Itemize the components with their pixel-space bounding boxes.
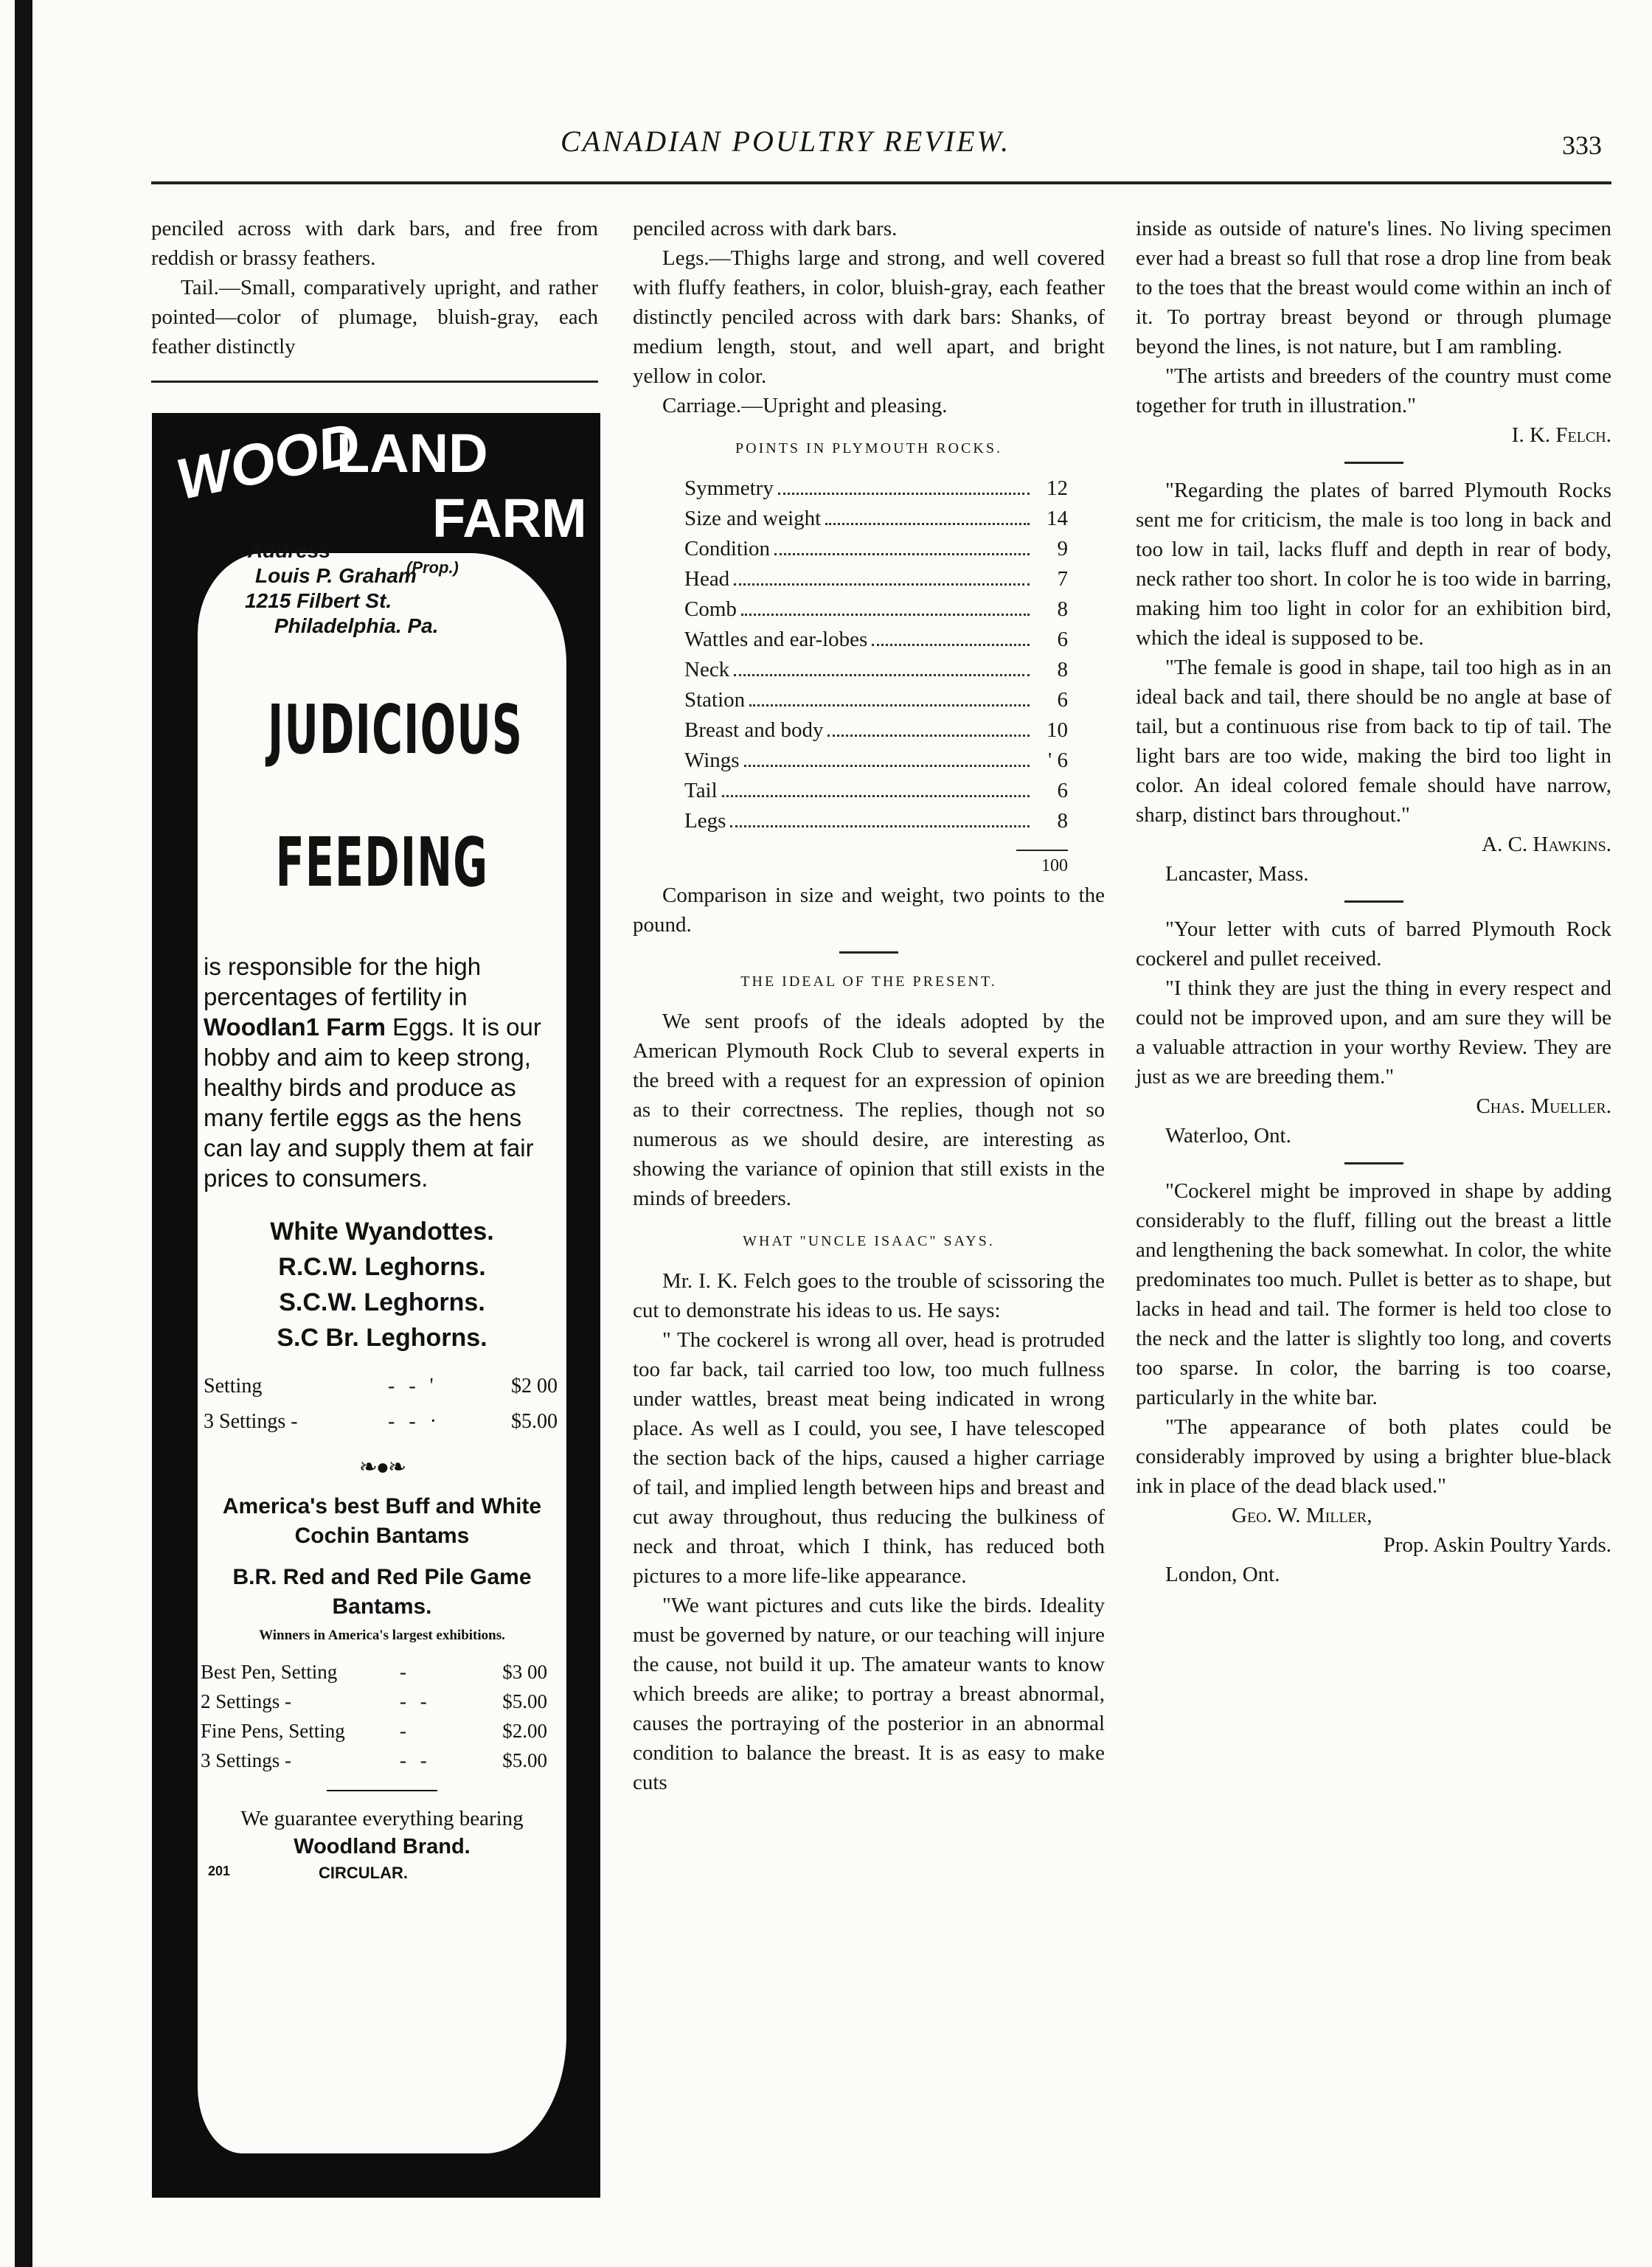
points-table <box>684 473 1068 881</box>
place-lancaster: Lancaster, Mass. <box>1165 862 1309 886</box>
ad-address <box>245 538 510 639</box>
price-value: $5.00 <box>502 1749 547 1771</box>
page-number: 333 <box>1562 131 1602 160</box>
col1-divider <box>151 381 598 383</box>
ad-breed: R.C.W. Leghorns. <box>278 1253 486 1281</box>
points-value: ' 6 <box>1048 749 1068 772</box>
price-value: $2 00 <box>511 1375 558 1398</box>
points-value: 9 <box>1057 537 1068 560</box>
ad-price-row <box>198 1746 566 1775</box>
ad-body-post: Eggs. It is our hobby and aim to keep strong, healthy birds and produce as many fertile eggs as the hens can lay and supply them at fair prices to consumers. <box>204 1013 541 1192</box>
ad-breed: S.C Br. Leghorns. <box>277 1324 487 1352</box>
col3-para-6: "I think they are just the thing in every respect and could not be improved upon, and am sure they will be a valuable attraction in your worthy Review. They are just as we are breeding them." <box>1136 976 1611 1089</box>
points-leader <box>741 614 1030 616</box>
ad-headline-feeding: FEEDING <box>275 823 489 902</box>
points-leader <box>730 825 1030 827</box>
ornament-icon: ❧●❧ <box>358 1455 406 1479</box>
ad-address-street: 1215 Filbert St. <box>245 589 392 612</box>
points-name: Wings <box>684 749 740 772</box>
points-leader <box>749 704 1030 707</box>
header-rule <box>151 181 1611 184</box>
ad-price-row <box>198 1657 566 1687</box>
signature-mueller: Chas. Mueller. <box>1476 1094 1611 1118</box>
points-name: Legs <box>684 809 726 833</box>
col3-para-5: "Your letter with cuts of barred Plymouth Rock cockerel and pullet received. <box>1136 917 1611 971</box>
points-row <box>684 715 1068 746</box>
signature-miller: Geo. W. Miller, <box>1232 1504 1372 1527</box>
points-leader <box>778 493 1030 495</box>
points-leader <box>734 583 1030 586</box>
points-name: Wattles and ear-lobes <box>684 628 868 651</box>
price-dashes: - - <box>400 1690 431 1712</box>
points-value: 6 <box>1057 779 1068 802</box>
col2-para-6: Mr. I. K. Felch goes to the trouble of scissoring the cut to demonstrate his ideas to us. He says: <box>633 1269 1105 1322</box>
signature-miller-title: Prop. Askin Poultry Yards. <box>1383 1533 1611 1557</box>
col3-para-8: "The appearance of both plates could be considerably improved by using a brighter blue-black ink in place of the dead black used." <box>1136 1415 1611 1498</box>
price-value: $5.00 <box>511 1410 558 1433</box>
points-value: 14 <box>1047 507 1068 530</box>
points-leader <box>825 523 1030 525</box>
ad-address-label: Address <box>248 539 331 562</box>
col3-para-2: "The artists and breeders of the country must come together for truth in illustration." <box>1136 364 1611 417</box>
points-value: 6 <box>1057 688 1068 712</box>
points-row <box>684 655 1068 685</box>
place-waterloo: Waterloo, Ont. <box>1165 1124 1291 1148</box>
guarantee-brand: Woodland Brand. <box>294 1835 471 1858</box>
price-dashes: - <box>400 1661 411 1683</box>
place-london: London, Ont. <box>1165 1563 1280 1586</box>
points-name: Size and weight <box>684 507 822 530</box>
col2-para-5: We sent proofs of the ideals adopted by the American Plymouth Rock Club to several experts in the breed with a request for an expression of opinion as to their correctness. The replies, though not so numerous as we should desire, are interesting as showing the variance of opinion that still exists in the minds of breeders. <box>633 1010 1105 1210</box>
ideal-heading: THE IDEAL OF THE PRESENT. <box>740 973 997 990</box>
points-name: Neck <box>684 658 730 681</box>
section-divider <box>1344 1162 1403 1164</box>
col3-para-4: "The female is good in shape, tail too high as in an ideal back and tail, there should be no angle at base of tail, but a continuous rise from back to tip of tail. The light bars are too wide, making the bird too light in color. An ideal colored female should have narrow, sharp, distinct bars throughout." <box>1136 656 1611 827</box>
ad-body-text <box>198 951 566 1193</box>
ad-bantam-cochin: America's best Buff and White Cochin Bantams <box>222 1494 542 1548</box>
ad-title-wood: WOOD <box>170 409 366 513</box>
points-value: 8 <box>1057 658 1068 681</box>
ad-breed-list <box>198 1214 566 1355</box>
ad-headline-judicious: JUDICIOUS <box>268 690 524 769</box>
ad-address-name: Louis P. Graham <box>255 564 417 587</box>
section-divider <box>1344 900 1403 903</box>
price-label: Best Pen, Setting <box>201 1661 338 1683</box>
col3-para-7: "Cockerel might be improved in shape by adding considerably to the fluff, filling out the breast a little and lengthening the back somewhat. In color, the white predominates too much. Pullet is better as to shape, but lacks in head and tail. The former is held too close to the neck and the latter is slightly too long, and coverts too sparse. In color, the barring is too coarse, particularly in the white bar. <box>1136 1179 1611 1409</box>
points-value: 10 <box>1047 718 1068 742</box>
ad-winners-note: Winners in America's largest exhibitions. <box>259 1628 505 1643</box>
points-name: Tail <box>684 779 718 802</box>
points-row <box>684 806 1068 836</box>
points-leader <box>872 644 1030 646</box>
points-name: Comb <box>684 597 737 621</box>
column-3 <box>1136 214 1611 1589</box>
points-value: 6 <box>1057 628 1068 651</box>
points-row <box>684 534 1068 564</box>
ad-circular <box>198 1864 566 1883</box>
ad-breed: White Wyandottes. <box>270 1218 494 1246</box>
points-leader <box>734 674 1030 676</box>
price-dashes: - <box>400 1720 411 1742</box>
col2-para-7: " The cockerel is wrong all over, head is protruded too far back, tail carried too low, too much fullness under wattles, breast meat being indicated in wrong place. As well as I could, you see, I have telescoped the section back of the hips, caused a higher carriage of tail, and implied length between hips and breast and cut away throughout, thus reducing the bulkiness of neck and throat, which I think, has reduced both pictures to a more life-like appearance. <box>633 1328 1105 1588</box>
binding-edge <box>15 0 32 2267</box>
points-leader <box>774 553 1030 555</box>
points-heading: POINTS IN PLYMOUTH ROCKS. <box>735 440 1002 456</box>
col1-para-2: Tail.—Small, comparatively upright, and rather pointed—color of plumage, bluish-gray, each feather distinctly <box>151 276 598 358</box>
points-name: Breast and body <box>684 718 824 742</box>
price-dashes: - - <box>400 1749 431 1771</box>
section-divider <box>1344 462 1403 464</box>
price-value: $2.00 <box>502 1720 547 1742</box>
ad-price-row <box>198 1716 566 1746</box>
price-label: Fine Pens, Setting <box>201 1720 345 1742</box>
points-value: 7 <box>1057 567 1068 591</box>
column-1 <box>151 214 598 383</box>
ad-body-pre: is responsible for the high percentages of fertility in <box>204 953 482 1010</box>
points-name: Symmetry <box>684 476 774 500</box>
price-value: $5.00 <box>502 1690 547 1712</box>
points-row <box>684 473 1068 504</box>
points-row <box>684 594 1068 625</box>
col2-para-4: Comparison in size and weight, two points to the pound. <box>633 883 1105 937</box>
ad-price-row <box>198 1404 566 1440</box>
col3-para-1: inside as outside of nature's lines. No living specimen ever had a breast so full that rose a drop line from beak to the toes that the breast would come within an inch of it. To portray breast beyond or through plumage beyond the lines, is not nature, but I am rambling. <box>1136 217 1611 358</box>
ad-price-row <box>198 1369 566 1404</box>
ad-title-farm: FARM <box>432 487 587 549</box>
points-value: 12 <box>1047 476 1068 500</box>
points-leader <box>744 765 1030 767</box>
col2-para-8: "We want pictures and cuts like the birds. Ideality must be governed by nature, or our teaching will injure the cause, not build it up. The amateur wants to know which breeds are alike; to portray a breast abnormal, causes the portraying of the posterior in an abnormal condition to balance the breast. It is as easy to make cuts <box>633 1594 1105 1794</box>
points-row <box>684 746 1068 776</box>
col3-para-3: "Regarding the plates of barred Plymouth Rocks sent me for criticism, the male is too long in back and too low in tail, lacks fluff and depth in rear of body, neck rather too short. In color he is too wide in barring, making him too light in color for an exhibition bird, which the ideal is supposed to be. <box>1136 479 1611 650</box>
points-name: Head <box>684 567 730 591</box>
ad-bantam-game: B.R. Red and Red Pile Game Bantams. <box>232 1565 532 1619</box>
signature-hawkins: A. C. Hawkins. <box>1482 833 1611 856</box>
ad-price-list-eggs <box>198 1369 566 1440</box>
points-name: Station <box>684 688 746 712</box>
price-value: $3 00 <box>502 1661 547 1683</box>
circular-number: 201 <box>208 1864 231 1878</box>
points-row <box>684 625 1068 655</box>
ad-divider <box>327 1790 437 1791</box>
signature-felch: I. K. Felch. <box>1511 423 1611 447</box>
points-row <box>684 776 1068 806</box>
points-value: 8 <box>1057 597 1068 621</box>
ad-price-list-bantams <box>198 1657 566 1775</box>
ad-address-prop: (Prop.) <box>406 558 459 577</box>
price-label: Setting <box>204 1375 263 1398</box>
price-dashes: - - ' <box>388 1375 438 1398</box>
ad-body-brand: Woodlan1 Farm <box>204 1013 386 1041</box>
points-total: 100 <box>1041 856 1068 875</box>
price-dashes: - - · <box>388 1410 441 1433</box>
ad-title-land: LAND <box>336 423 488 484</box>
points-row <box>684 685 1068 715</box>
ad-content <box>198 678 566 1883</box>
col2-para-1: penciled across with dark bars. <box>633 217 898 240</box>
running-head: CANADIAN POULTRY REVIEW. <box>560 125 1011 158</box>
points-name: Condition <box>684 537 771 560</box>
points-leader <box>722 795 1030 797</box>
ad-address-city: Philadelphia. Pa. <box>274 614 439 637</box>
col2-para-2: Legs.—Thighs large and strong, and well covered with fluffy feathers, in color, bluish-gray, each feather distinctly penciled across with dark bars: Shanks, of medium length, stout, and well apart, and bright yellow in color. <box>633 246 1105 388</box>
points-leader <box>827 735 1030 737</box>
ad-guarantee <box>198 1805 566 1861</box>
points-row <box>684 564 1068 594</box>
column-2 <box>633 214 1105 1797</box>
col1-para-1: penciled across with dark bars, and free from reddish or brassy feathers. <box>151 217 598 270</box>
col2-para-3: Carriage.—Upright and pleasing. <box>662 394 948 417</box>
uncle-isaac-heading: WHAT "UNCLE ISAAC" SAYS. <box>743 1233 995 1249</box>
points-value: 8 <box>1057 809 1068 833</box>
section-divider <box>839 951 898 954</box>
ad-breed: S.C.W. Leghorns. <box>279 1288 485 1316</box>
guarantee-text: We guarantee everything bearing <box>240 1807 524 1830</box>
points-row <box>684 504 1068 534</box>
ad-price-row <box>198 1687 566 1716</box>
price-label: 3 Settings - <box>204 1410 298 1433</box>
woodland-farm-advertisement <box>152 409 600 2198</box>
circular-label: CIRCULAR. <box>319 1864 408 1882</box>
price-label: 3 Settings - <box>201 1749 292 1771</box>
price-label: 2 Settings - <box>201 1690 292 1712</box>
